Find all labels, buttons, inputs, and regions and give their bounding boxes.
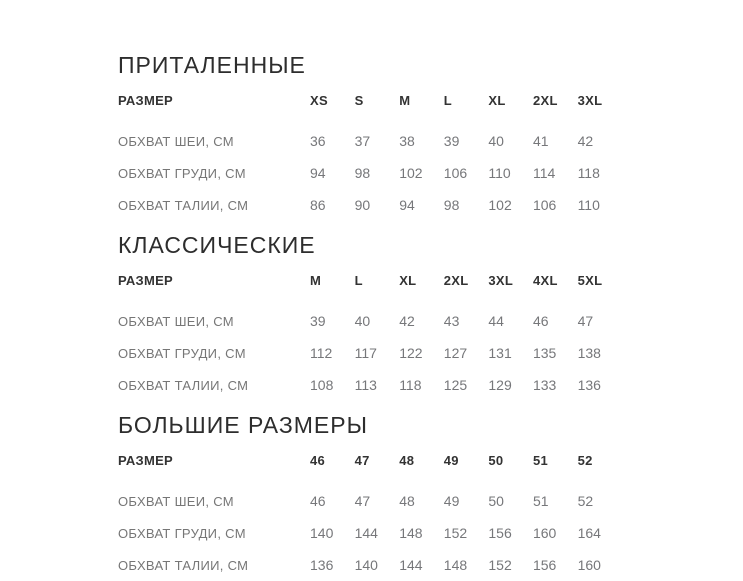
size-header-cell: 47 — [354, 453, 370, 468]
measurement-value: 48 — [399, 493, 415, 509]
measurement-value: 122 — [399, 345, 423, 361]
size-table-section — [118, 50, 743, 215]
measurement-row — [118, 133, 743, 151]
measurement-value: 152 — [488, 557, 512, 573]
measurement-label: ОБХВАТ ТАЛИИ, СМ — [118, 378, 249, 393]
measurement-value: 49 — [443, 493, 460, 509]
measurement-value: 37 — [354, 133, 371, 149]
size-header-cell: XS — [310, 93, 328, 108]
size-header-cell: S — [354, 93, 364, 108]
section-title: БОЛЬШИЕ РАЗМЕРЫ — [118, 412, 368, 438]
measurement-value: 110 — [488, 165, 511, 181]
measurement-value: 98 — [443, 197, 460, 213]
size-header-cell: L — [443, 93, 453, 108]
measurement-value: 47 — [354, 493, 371, 509]
measurement-value: 160 — [532, 525, 557, 541]
measurement-value: 51 — [532, 493, 549, 509]
size-header-cell: 3XL — [577, 93, 603, 108]
measurement-value: 136 — [310, 557, 334, 573]
measurement-value: 113 — [354, 377, 377, 393]
measurement-value: 44 — [488, 313, 504, 329]
size-column-header: РАЗМЕР — [118, 93, 174, 108]
measurement-value: 102 — [488, 197, 512, 213]
measurement-row — [118, 345, 743, 363]
size-header-cell: 3XL — [488, 273, 514, 288]
measurement-value: 156 — [488, 525, 512, 541]
measurement-value: 40 — [488, 133, 504, 149]
size-header-cell: XL — [488, 93, 506, 108]
table-header-row — [118, 273, 743, 291]
measurement-value: 164 — [577, 525, 601, 541]
measurement-value: 86 — [310, 197, 326, 213]
measurement-value: 46 — [310, 493, 326, 509]
measurement-value: 160 — [577, 557, 601, 573]
measurement-value: 118 — [399, 377, 422, 393]
size-header-cell: M — [310, 273, 322, 288]
measurement-value: 144 — [399, 557, 423, 573]
measurement-label: ОБХВАТ ТАЛИИ, СМ — [118, 558, 249, 573]
measurement-value: 135 — [532, 345, 557, 361]
measurement-value: 114 — [532, 165, 556, 181]
size-table-section — [118, 230, 743, 395]
size-header-cell: 50 — [488, 453, 504, 468]
table-header-row — [118, 453, 743, 471]
measurement-value: 117 — [354, 345, 377, 361]
measurement-value: 47 — [577, 313, 594, 329]
measurement-value: 94 — [310, 165, 326, 181]
measurement-row — [118, 525, 743, 543]
measurement-value: 110 — [577, 197, 600, 213]
measurement-value: 136 — [577, 377, 601, 393]
size-table-section — [118, 410, 743, 575]
measurement-value: 42 — [399, 313, 415, 329]
measurement-value: 42 — [577, 133, 594, 149]
measurement-label: ОБХВАТ ГРУДИ, СМ — [118, 526, 246, 541]
size-header-cell: L — [354, 273, 363, 288]
measurement-value: 39 — [310, 313, 326, 329]
section-title: КЛАССИЧЕСКИЕ — [118, 232, 316, 258]
measurement-value: 129 — [488, 377, 512, 393]
measurement-value: 131 — [488, 345, 512, 361]
measurement-value: 133 — [532, 377, 557, 393]
measurement-label: ОБХВАТ ШЕИ, СМ — [118, 134, 234, 149]
measurement-value: 46 — [532, 313, 549, 329]
size-column-header: РАЗМЕР — [118, 273, 174, 288]
measurement-value: 106 — [532, 197, 557, 213]
size-header-cell: 5XL — [577, 273, 603, 288]
section-title: ПРИТАЛЕННЫЕ — [118, 52, 306, 78]
measurement-value: 140 — [310, 525, 334, 541]
measurement-value: 50 — [488, 493, 504, 509]
measurement-value: 156 — [532, 557, 557, 573]
size-column-header: РАЗМЕР — [118, 453, 174, 468]
measurement-value: 94 — [399, 197, 415, 213]
measurement-value: 36 — [310, 133, 326, 149]
measurement-value: 39 — [443, 133, 460, 149]
measurement-row — [118, 165, 743, 183]
size-header-cell: 2XL — [532, 93, 558, 108]
measurement-value: 125 — [443, 377, 468, 393]
measurement-row — [118, 197, 743, 215]
size-header-cell: 2XL — [443, 273, 469, 288]
measurement-value: 108 — [310, 377, 334, 393]
measurement-value: 52 — [577, 493, 594, 509]
measurement-value: 148 — [443, 557, 468, 573]
measurement-row — [118, 557, 743, 575]
size-header-cell: 4XL — [532, 273, 558, 288]
measurement-value: 98 — [354, 165, 371, 181]
size-header-cell: M — [399, 93, 411, 108]
measurement-value: 112 — [310, 345, 333, 361]
size-header-cell: 46 — [310, 453, 326, 468]
table-header-row — [118, 93, 743, 111]
measurement-value: 148 — [399, 525, 423, 541]
measurement-value: 118 — [577, 165, 600, 181]
measurement-value: 38 — [399, 133, 415, 149]
measurement-value: 127 — [443, 345, 468, 361]
size-header-cell: 48 — [399, 453, 415, 468]
measurement-label: ОБХВАТ ГРУДИ, СМ — [118, 166, 246, 181]
measurement-value: 138 — [577, 345, 601, 361]
measurement-label: ОБХВАТ ТАЛИИ, СМ — [118, 198, 249, 213]
measurement-value: 43 — [443, 313, 460, 329]
measurement-value: 152 — [443, 525, 468, 541]
measurement-value: 144 — [354, 525, 378, 541]
measurement-label: ОБХВАТ ШЕИ, СМ — [118, 314, 234, 329]
measurement-value: 106 — [443, 165, 468, 181]
size-header-cell: XL — [399, 273, 417, 288]
measurement-value: 90 — [354, 197, 371, 213]
measurement-row — [118, 377, 743, 395]
measurement-row — [118, 313, 743, 331]
size-header-cell: 52 — [577, 453, 593, 468]
measurement-value: 41 — [532, 133, 549, 149]
measurement-value: 102 — [399, 165, 423, 181]
size-header-cell: 49 — [443, 453, 459, 468]
size-header-cell: 51 — [532, 453, 549, 468]
measurement-label: ОБХВАТ ГРУДИ, СМ — [118, 346, 246, 361]
measurement-value: 140 — [354, 557, 378, 573]
measurement-row — [118, 493, 743, 511]
measurement-label: ОБХВАТ ШЕИ, СМ — [118, 494, 234, 509]
measurement-value: 40 — [354, 313, 371, 329]
